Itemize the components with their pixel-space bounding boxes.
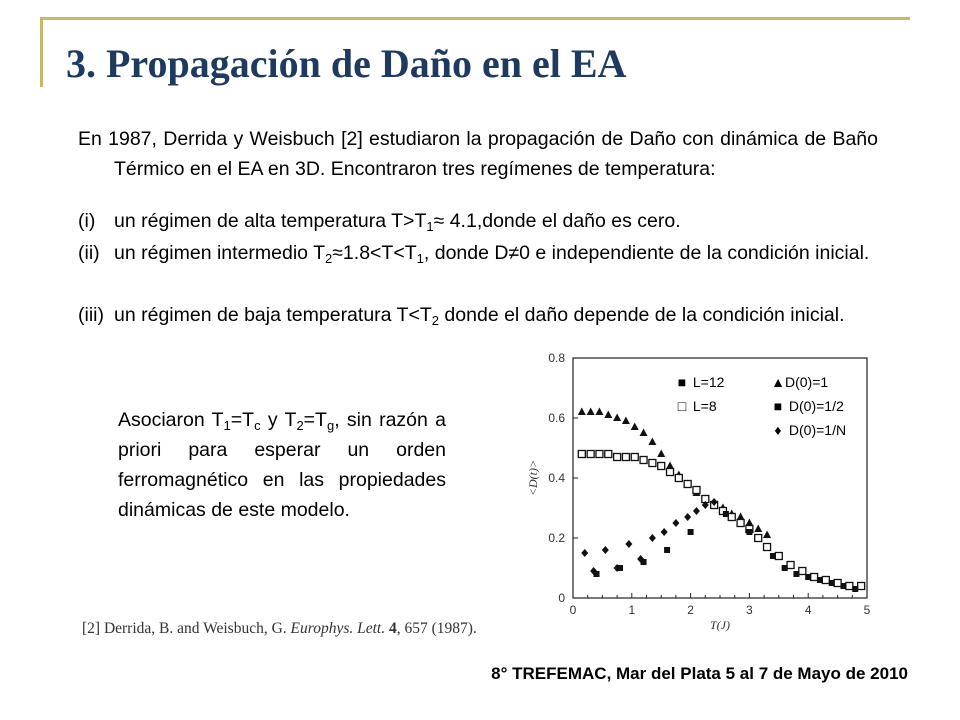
open-square-point — [631, 454, 638, 461]
filled-square-point — [641, 559, 647, 565]
legend-d0-1n: ♦ D(0)=1/N — [774, 422, 847, 438]
open-square-point — [811, 574, 818, 581]
open-square-point — [858, 583, 865, 590]
triangle-point — [648, 438, 656, 446]
open-square-point — [693, 487, 700, 494]
filled-square-point — [829, 580, 835, 586]
reference-citation: [2] Derrida, B. and Weisbuch, G. Europhys. Lett. 4, 657 (1987). — [82, 620, 477, 637]
open-square-point — [755, 535, 762, 542]
diamond-point — [649, 534, 656, 542]
y-tick-label: 0.6 — [548, 411, 565, 425]
open-square-point — [764, 544, 771, 551]
x-tick-label: 3 — [746, 603, 753, 617]
diamond-point — [602, 546, 609, 554]
side-paragraph: Asociaron $T_1=T_c$ y $T_2=T_g$, sin razón a priori para esperar un orden ferromagnético en las propiedades dinámicas de este modelo. — [118, 409, 446, 521]
filled-square-point — [782, 565, 788, 571]
open-square-point — [834, 580, 841, 587]
x-tick-label: 5 — [863, 603, 871, 617]
filled-square-point — [746, 529, 752, 535]
open-square-point — [684, 481, 691, 488]
triangle-point — [578, 408, 586, 416]
plot-frame — [573, 358, 867, 598]
x-tick-label: 4 — [804, 603, 812, 617]
diamond-point — [672, 519, 679, 527]
regime-item-high — [78, 206, 878, 236]
triangle-point — [640, 429, 648, 437]
regime-item-low — [78, 300, 878, 330]
filled-square-point — [840, 583, 846, 589]
open-square-point — [799, 568, 806, 575]
open-square-point — [667, 469, 674, 476]
x-tick-label: 0 — [569, 603, 577, 617]
triangle-point — [587, 408, 595, 416]
footer-conference: 8° TREFEMAC, Mar del Plata 5 al 7 de Mayo de 2010 — [491, 664, 908, 683]
filled-square-point — [664, 547, 670, 553]
open-square-point — [578, 451, 585, 458]
diamond-point — [625, 540, 632, 548]
open-square-point — [822, 577, 829, 584]
item-number: (i) — [78, 210, 96, 232]
open-square-point — [614, 454, 621, 461]
triangle-point — [622, 417, 630, 425]
open-square-point — [587, 451, 594, 458]
damage-chart — [515, 340, 887, 632]
item-number: (ii) — [78, 242, 100, 264]
diamond-point — [661, 528, 668, 536]
triangle-point — [613, 414, 621, 422]
open-square-point — [675, 475, 682, 482]
open-square-point — [622, 454, 629, 461]
legend-d0-1: ▲D(0)=1 — [771, 374, 829, 390]
title-accent-vertical — [40, 17, 43, 87]
filled-square-point — [688, 529, 694, 535]
open-square-point — [737, 520, 744, 527]
item-number: (iii) — [78, 304, 104, 326]
title-accent-horizontal — [40, 17, 910, 20]
open-square-point — [640, 457, 647, 464]
filled-square-point — [770, 553, 776, 559]
legend-l12: ■ L=12 — [677, 374, 725, 390]
slide-title: 3. Propagación de Daño en el EA — [66, 41, 627, 86]
open-square-point — [728, 514, 735, 521]
open-square-point — [649, 460, 656, 467]
legend-l8: □ L=8 — [677, 398, 717, 414]
filled-square-point — [793, 571, 799, 577]
open-square-point — [846, 583, 853, 590]
open-square-point — [787, 562, 794, 569]
diamond-point — [581, 549, 588, 557]
intro-paragraph: En 1987, Derrida y Weisbuch [2] estudiaron la propagación de Daño con dinámica de Baño Térmico en el EA en 3D. Encontraron tres regímenes de temperatura: — [78, 128, 878, 180]
item-text: un régimen de alta temperatura $T>T_1\approx$ 4.1,donde el daño es cero. — [114, 210, 681, 234]
filled-square-point — [817, 577, 823, 583]
filled-square-point — [723, 511, 729, 517]
y-axis-label: <D(t)> — [526, 459, 540, 497]
triangle-point — [604, 411, 612, 419]
y-tick-label: 0 — [558, 591, 565, 605]
filled-square-point — [852, 586, 858, 592]
triangle-point — [657, 450, 665, 458]
diamond-point — [693, 507, 700, 515]
filled-square-point — [805, 574, 811, 580]
diamond-point — [684, 513, 691, 521]
triangle-point — [763, 531, 771, 539]
open-square-point — [605, 451, 612, 458]
filled-square-point — [594, 571, 600, 577]
open-square-point — [596, 451, 603, 458]
legend-d0-half: ■ D(0)=1/2 — [773, 398, 844, 414]
item-text: un régimen de baja temperatura $T<T_2$ donde el daño depende de la condición inicial. — [114, 304, 845, 328]
x-tick-label: 2 — [687, 603, 694, 617]
y-tick-label: 0.8 — [548, 351, 565, 365]
x-tick-label: 1 — [628, 603, 636, 617]
x-axis-label: T(J) — [710, 618, 730, 632]
triangle-point — [631, 423, 639, 431]
regime-item-intermediate — [78, 238, 878, 268]
triangle-point — [754, 525, 762, 533]
triangle-point — [595, 408, 603, 416]
open-square-point — [775, 553, 782, 560]
filled-square-point — [617, 565, 623, 571]
y-tick-label: 0.2 — [548, 531, 565, 545]
open-square-point — [658, 463, 665, 470]
y-tick-label: 0.4 — [548, 471, 565, 485]
item-text: un régimen intermedio $T_2\approx 1.8<T<T_1$, donde D≠0 e independiente de la condición inicial. — [114, 242, 870, 266]
